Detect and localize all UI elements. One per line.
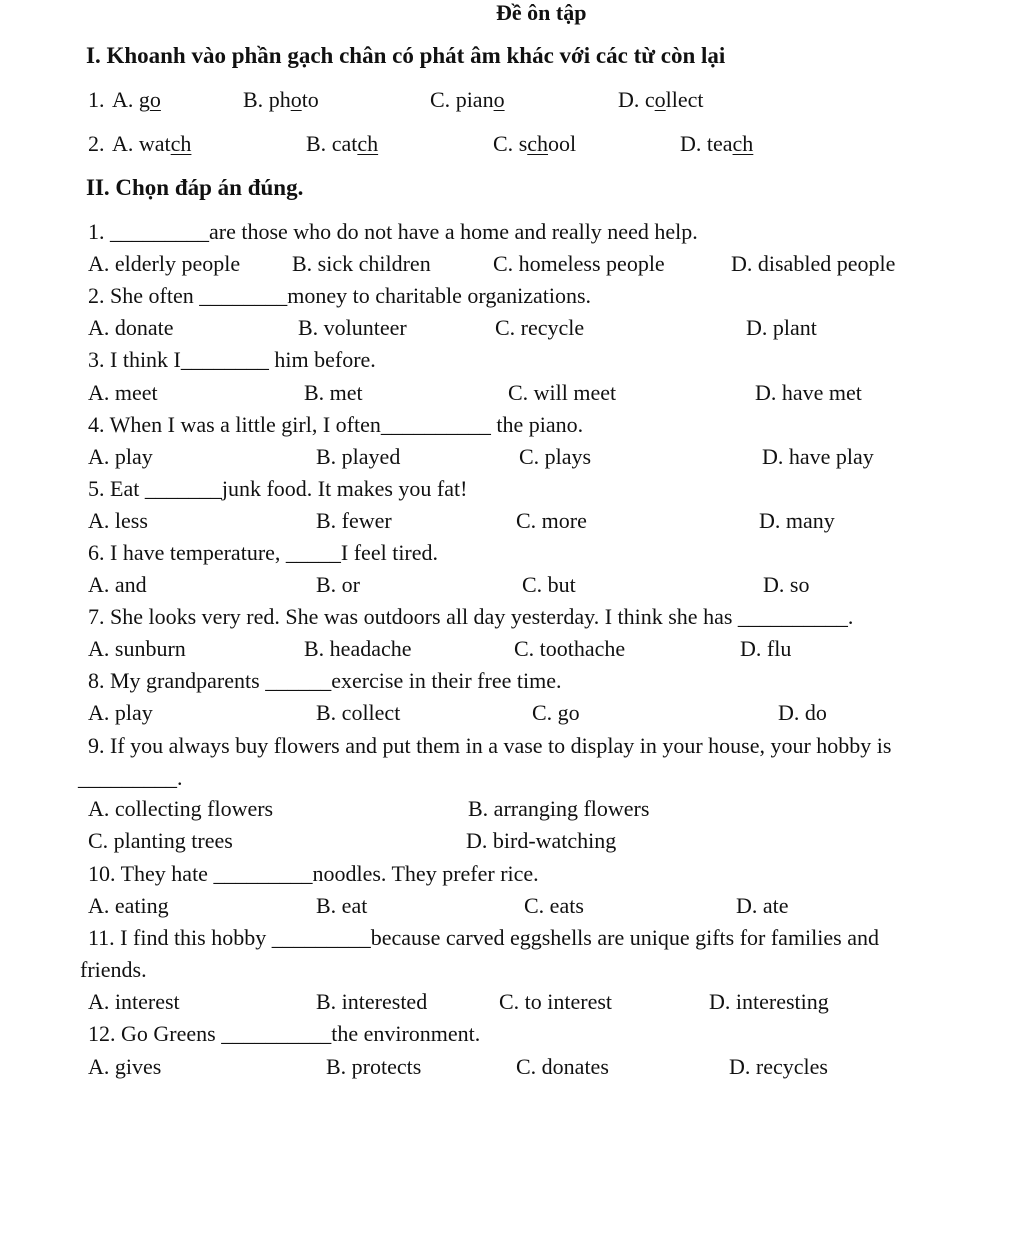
s1-q2-option-d[interactable]: D. teach	[680, 131, 754, 156]
q8-option-d[interactable]: D. do	[778, 700, 827, 725]
answer-blank: ________	[199, 283, 288, 308]
answer-blank: _________	[271, 925, 371, 950]
question-5: 5. Eat _______junk food. It makes you fat!	[88, 476, 468, 501]
answer-blank: ______	[265, 668, 332, 693]
s1-q1-option-a[interactable]: A. go	[112, 87, 161, 112]
q9-option-b[interactable]: B. arranging flowers	[468, 796, 650, 821]
q11-option-a[interactable]: A. interest	[88, 989, 180, 1014]
section-2-heading: II. Chọn đáp án đúng.	[86, 175, 304, 200]
q8-option-b[interactable]: B. collect	[316, 700, 401, 725]
question-8: 8. My grandparents ______exercise in their free time.	[88, 668, 562, 693]
answer-blank: _______	[144, 476, 222, 501]
s1-q2-number: 2.	[88, 131, 105, 156]
s1-q2-option-a[interactable]: A. watch	[112, 131, 192, 156]
q12-option-d[interactable]: D. recycles	[729, 1054, 828, 1079]
q7-option-a[interactable]: A. sunburn	[88, 636, 186, 661]
answer-blank: _________	[110, 219, 209, 244]
q10-option-b[interactable]: B. eat	[316, 893, 368, 918]
answer-blank: __________	[737, 604, 848, 629]
q6-option-d[interactable]: D. so	[763, 572, 810, 597]
question-7: 7. She looks very red. She was outdoors all day yesterday. I think she has __________.	[88, 604, 854, 629]
q3-option-d[interactable]: D. have met	[755, 380, 862, 405]
q5-option-b[interactable]: B. fewer	[316, 508, 392, 533]
answer-blank: __________	[221, 1021, 332, 1046]
q9-option-d[interactable]: D. bird-watching	[466, 828, 617, 853]
q2-option-d[interactable]: D. plant	[746, 315, 817, 340]
q6-option-a[interactable]: A. and	[88, 572, 147, 597]
s1-q1-option-d[interactable]: D. collect	[618, 87, 704, 112]
q12-option-b[interactable]: B. protects	[326, 1054, 422, 1079]
q1-option-a[interactable]: A. elderly people	[88, 251, 241, 276]
q9-option-c[interactable]: C. planting trees	[88, 828, 233, 853]
question-6: 6. I have temperature, _____I feel tired.	[88, 540, 439, 565]
q5-option-d[interactable]: D. many	[759, 508, 835, 533]
q6-option-b[interactable]: B. or	[316, 572, 360, 597]
q9-option-a[interactable]: A. collecting flowers	[88, 796, 274, 821]
q3-option-a[interactable]: A. meet	[88, 380, 158, 405]
answer-blank: _____	[285, 540, 341, 565]
q5-option-c[interactable]: C. more	[516, 508, 587, 533]
s1-q1-option-c[interactable]: C. piano	[430, 87, 505, 112]
question-12: 12. Go Greens __________the environment.	[88, 1021, 481, 1046]
q12-option-a[interactable]: A. gives	[88, 1054, 162, 1079]
q7-option-c[interactable]: C. toothache	[514, 636, 626, 661]
q3-option-b[interactable]: B. met	[304, 380, 363, 405]
q8-option-a[interactable]: A. play	[88, 700, 153, 725]
question-4: 4. When I was a little girl, I often__________ the piano.	[88, 412, 584, 437]
answer-blank: _________	[78, 765, 177, 790]
page-title: Đề ôn tập	[496, 0, 587, 25]
q4-option-c[interactable]: C. plays	[519, 444, 592, 469]
q8-option-c[interactable]: C. go	[532, 700, 580, 725]
q7-option-d[interactable]: D. flu	[740, 636, 792, 661]
section-1-heading: I. Khoanh vào phần gạch chân có phát âm khác với các từ còn lại	[86, 43, 726, 68]
q2-option-c[interactable]: C. recycle	[495, 315, 585, 340]
q11-option-d[interactable]: D. interesting	[709, 989, 829, 1014]
q10-option-d[interactable]: D. ate	[736, 893, 789, 918]
q1-option-c[interactable]: C. homeless people	[493, 251, 665, 276]
q4-option-d[interactable]: D. have play	[762, 444, 874, 469]
question-3: 3. I think I________ him before.	[88, 347, 376, 372]
s1-q1-option-b[interactable]: B. photo	[243, 87, 319, 112]
q3-option-c[interactable]: C. will meet	[508, 380, 617, 405]
s1-q2-option-b[interactable]: B. catch	[306, 131, 379, 156]
q2-option-a[interactable]: A. donate	[88, 315, 174, 340]
q4-option-a[interactable]: A. play	[88, 444, 153, 469]
q11-option-c[interactable]: C. to interest	[499, 989, 613, 1014]
question-11-continuation: friends.	[80, 957, 147, 982]
answer-blank: __________	[380, 412, 491, 437]
question-10: 10. They hate _________noodles. They prefer rice.	[88, 861, 539, 886]
q10-option-c[interactable]: C. eats	[524, 893, 584, 918]
q12-option-c[interactable]: C. donates	[516, 1054, 609, 1079]
s1-q1-number: 1.	[88, 87, 105, 112]
question-1: 1. _________are those who do not have a home and really need help.	[88, 219, 698, 244]
q10-option-a[interactable]: A. eating	[88, 893, 169, 918]
question-9: 9. If you always buy flowers and put them in a vase to display in your house, your hobby is	[88, 733, 892, 758]
q11-option-b[interactable]: B. interested	[316, 989, 428, 1014]
question-2: 2. She often ________money to charitable organizations.	[88, 283, 592, 308]
q6-option-c[interactable]: C. but	[522, 572, 576, 597]
question-9-continuation: _________.	[78, 765, 183, 790]
s1-q2-option-c[interactable]: C. school	[493, 131, 577, 156]
q5-option-a[interactable]: A. less	[88, 508, 148, 533]
question-11: 11. I find this hobby _________because carved eggshells are unique gifts for families and	[88, 925, 879, 950]
answer-blank: _________	[213, 861, 313, 886]
q1-option-b[interactable]: B. sick children	[292, 251, 431, 276]
answer-blank: ________	[180, 347, 269, 372]
q4-option-b[interactable]: B. played	[316, 444, 401, 469]
q2-option-b[interactable]: B. volunteer	[298, 315, 407, 340]
q1-option-d[interactable]: D. disabled people	[731, 251, 896, 276]
q7-option-b[interactable]: B. headache	[304, 636, 412, 661]
